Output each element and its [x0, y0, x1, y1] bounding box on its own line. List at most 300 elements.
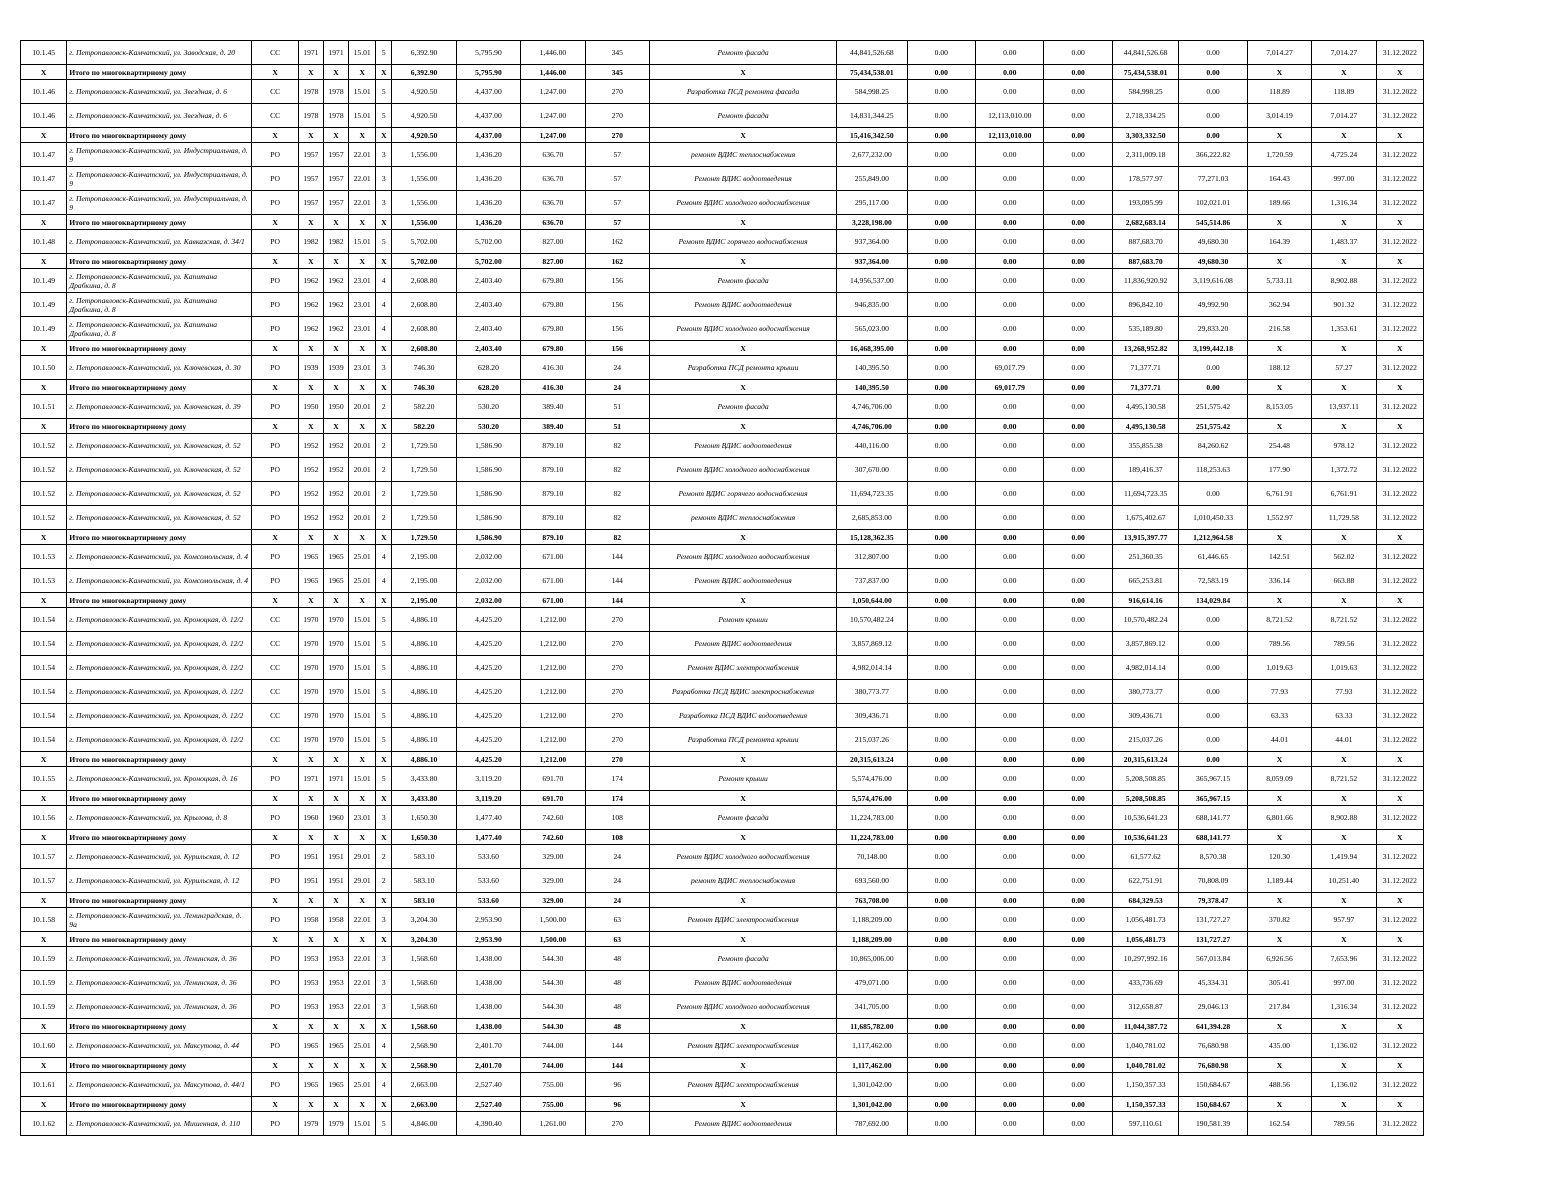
residential-area-cell: 544.30 — [521, 947, 585, 971]
table-row — [21, 680, 1424, 704]
living-area-cell: 1,586.90 — [456, 506, 520, 530]
budget-amount-cell: 0.00 — [976, 1019, 1044, 1034]
commissioning-year-cell: 1953 — [298, 947, 323, 971]
commissioning-year-cell: 1978 — [298, 80, 323, 104]
living-area-cell: 1,436.20 — [456, 191, 520, 215]
work-type-cell: X — [649, 830, 836, 845]
table-row — [21, 656, 1424, 680]
ownership-type-cell: РО — [252, 191, 298, 215]
row-number-cell: X — [21, 593, 67, 608]
floors-cell: X — [376, 380, 392, 395]
completion-date-cell: 31.12.2022 — [1376, 845, 1423, 869]
completion-date-cell: X — [1376, 128, 1423, 143]
floors-cell: 5 — [376, 80, 392, 104]
wear-date-cell: 23.01 — [349, 269, 376, 293]
owner-funds-cell: 380,773.77 — [1112, 680, 1178, 704]
max-unit-cost-cell: 789.56 — [1312, 632, 1376, 656]
completion-date-cell: 31.12.2022 — [1376, 191, 1423, 215]
floors-cell: 3 — [376, 995, 392, 1019]
row-number-cell: 10.1.54 — [21, 656, 67, 680]
residents-count-cell: 162 — [585, 230, 649, 254]
address-cell: г. Петропавловск-Камчатский, ул. Кавказская, д. 34/1 — [67, 230, 252, 254]
row-number-cell: X — [21, 1058, 67, 1073]
wear-date-cell: X — [349, 593, 376, 608]
total-area-cell: 582.20 — [392, 395, 456, 419]
other-funds-cell: 0.00 — [1179, 356, 1247, 380]
ownership-type-cell: X — [252, 254, 298, 269]
budget-amount-cell: 0.00 — [976, 143, 1044, 167]
owner-funds-cell: 5,208,508.85 — [1112, 767, 1178, 791]
total-row — [21, 1058, 1424, 1073]
max-unit-cost-cell: 63.33 — [1312, 704, 1376, 728]
completion-year-cell: X — [323, 380, 348, 395]
total-area-cell: 1,568.60 — [392, 971, 456, 995]
wear-date-cell: 22.01 — [349, 167, 376, 191]
other-funds-cell: 79,378.47 — [1179, 893, 1247, 908]
max-unit-cost-cell: X — [1312, 593, 1376, 608]
wear-date-cell: X — [349, 215, 376, 230]
total-cost-cell: 5,574,476.00 — [837, 791, 907, 806]
capital-repair-register-table — [20, 40, 1424, 1136]
max-unit-cost-cell: 1,353.61 — [1312, 317, 1376, 341]
ownership-type-cell: РО — [252, 395, 298, 419]
municipal-amount-cell: 0.00 — [1044, 506, 1112, 530]
fund-amount-cell: 0.00 — [907, 167, 975, 191]
completion-year-cell: X — [323, 254, 348, 269]
ownership-type-cell: РО — [252, 167, 298, 191]
address-cell: г. Петропавловск-Камчатский, ул. Курильская, д. 12 — [67, 845, 252, 869]
owner-funds-cell: 916,614.16 — [1112, 593, 1178, 608]
other-funds-cell: 365,967.15 — [1179, 767, 1247, 791]
commissioning-year-cell: 1970 — [298, 632, 323, 656]
ownership-type-cell: РО — [252, 869, 298, 893]
wear-date-cell: X — [349, 341, 376, 356]
table-row — [21, 356, 1424, 380]
municipal-amount-cell: 0.00 — [1044, 65, 1112, 80]
municipal-amount-cell: 0.00 — [1044, 971, 1112, 995]
ownership-type-cell: РО — [252, 269, 298, 293]
row-number-cell: 10.1.55 — [21, 767, 67, 791]
unit-cost-cell: 164.39 — [1247, 230, 1311, 254]
floors-cell: 5 — [376, 608, 392, 632]
wear-date-cell: 22.01 — [349, 971, 376, 995]
floors-cell: 4 — [376, 545, 392, 569]
commissioning-year-cell: X — [298, 752, 323, 767]
completion-date-cell: 31.12.2022 — [1376, 608, 1423, 632]
wear-date-cell: 15.01 — [349, 656, 376, 680]
fund-amount-cell: 0.00 — [907, 1019, 975, 1034]
max-unit-cost-cell: X — [1312, 752, 1376, 767]
other-funds-cell: 29,833.20 — [1179, 317, 1247, 341]
other-funds-cell: 0.00 — [1179, 80, 1247, 104]
max-unit-cost-cell: 1,316.34 — [1312, 995, 1376, 1019]
completion-year-cell: 1965 — [323, 1034, 348, 1058]
row-number-cell: 10.1.54 — [21, 680, 67, 704]
total-area-cell: 4,846.00 — [392, 1112, 456, 1136]
max-unit-cost-cell: 7,014.27 — [1312, 104, 1376, 128]
table-row — [21, 269, 1424, 293]
total-cost-cell: 937,364.00 — [837, 254, 907, 269]
municipal-amount-cell: 0.00 — [1044, 80, 1112, 104]
table-row — [21, 317, 1424, 341]
completion-date-cell: X — [1376, 893, 1423, 908]
completion-year-cell: 1952 — [323, 434, 348, 458]
total-area-cell: 4,920.50 — [392, 104, 456, 128]
ownership-type-cell: X — [252, 1058, 298, 1073]
budget-amount-cell: 12,113,010.00 — [976, 128, 1044, 143]
total-cost-cell: 44,841,526.68 — [837, 41, 907, 65]
total-area-cell: 583.10 — [392, 869, 456, 893]
commissioning-year-cell: 1952 — [298, 482, 323, 506]
residential-area-cell: 416.30 — [521, 380, 585, 395]
total-cost-cell: 14,831,344.25 — [837, 104, 907, 128]
living-area-cell: 2,032.00 — [456, 593, 520, 608]
max-unit-cost-cell: X — [1312, 419, 1376, 434]
commissioning-year-cell: 1970 — [298, 656, 323, 680]
completion-date-cell: 31.12.2022 — [1376, 908, 1423, 932]
budget-amount-cell: 0.00 — [976, 608, 1044, 632]
residents-count-cell: 48 — [585, 947, 649, 971]
completion-date-cell: 31.12.2022 — [1376, 971, 1423, 995]
residents-count-cell: 24 — [585, 356, 649, 380]
address-cell: г. Петропавловск-Камчатский, ул. Максутова, д. 44 — [67, 1034, 252, 1058]
completion-date-cell: 31.12.2022 — [1376, 80, 1423, 104]
completion-date-cell: 31.12.2022 — [1376, 704, 1423, 728]
total-cost-cell: 4,982,014.14 — [837, 656, 907, 680]
row-number-cell: 10.1.58 — [21, 908, 67, 932]
owner-funds-cell: 309,436.71 — [1112, 704, 1178, 728]
fund-amount-cell: 0.00 — [907, 458, 975, 482]
address-cell: г. Петропавловск-Камчатский, ул. Ключевская, д. 52 — [67, 434, 252, 458]
living-area-cell: 2,403.40 — [456, 341, 520, 356]
commissioning-year-cell: 1965 — [298, 1034, 323, 1058]
budget-amount-cell: 0.00 — [976, 419, 1044, 434]
other-funds-cell: 134,029.84 — [1179, 593, 1247, 608]
budget-amount-cell: 69,017.79 — [976, 356, 1044, 380]
residential-area-cell: 636.70 — [521, 215, 585, 230]
total-area-cell: 583.10 — [392, 893, 456, 908]
total-cost-cell: 3,228,198.00 — [837, 215, 907, 230]
owner-funds-cell: 684,329.53 — [1112, 893, 1178, 908]
wear-date-cell: 15.01 — [349, 704, 376, 728]
row-number-cell: 10.1.47 — [21, 167, 67, 191]
municipal-amount-cell: 0.00 — [1044, 143, 1112, 167]
residents-count-cell: 57 — [585, 143, 649, 167]
completion-date-cell: 31.12.2022 — [1376, 356, 1423, 380]
unit-cost-cell: 162.54 — [1247, 1112, 1311, 1136]
address-cell: г. Петропавловск-Камчатский, ул. Ключевская, д. 52 — [67, 482, 252, 506]
max-unit-cost-cell: X — [1312, 791, 1376, 806]
unit-cost-cell: X — [1247, 419, 1311, 434]
total-area-cell: 1,556.00 — [392, 143, 456, 167]
wear-date-cell: 23.01 — [349, 317, 376, 341]
completion-date-cell: X — [1376, 1019, 1423, 1034]
work-type-cell: Ремонт ВДИС водоотведения — [649, 569, 836, 593]
wear-date-cell: 15.01 — [349, 680, 376, 704]
ownership-type-cell: X — [252, 341, 298, 356]
wear-date-cell: 15.01 — [349, 80, 376, 104]
completion-date-cell: 31.12.2022 — [1376, 995, 1423, 1019]
max-unit-cost-cell: 901.32 — [1312, 293, 1376, 317]
fund-amount-cell: 0.00 — [907, 593, 975, 608]
municipal-amount-cell: 0.00 — [1044, 656, 1112, 680]
max-unit-cost-cell: X — [1312, 1097, 1376, 1112]
wear-date-cell: 29.01 — [349, 869, 376, 893]
completion-year-cell: 1951 — [323, 869, 348, 893]
fund-amount-cell: 0.00 — [907, 947, 975, 971]
row-number-cell: X — [21, 791, 67, 806]
unit-cost-cell: 217.84 — [1247, 995, 1311, 1019]
municipal-amount-cell: 0.00 — [1044, 806, 1112, 830]
ownership-type-cell: РО — [252, 845, 298, 869]
ownership-type-cell: X — [252, 530, 298, 545]
owner-funds-cell: 20,315,613.24 — [1112, 752, 1178, 767]
ownership-type-cell: РО — [252, 995, 298, 1019]
residents-count-cell: 82 — [585, 506, 649, 530]
residents-count-cell: 48 — [585, 995, 649, 1019]
owner-funds-cell: 535,189.80 — [1112, 317, 1178, 341]
max-unit-cost-cell: 997.00 — [1312, 167, 1376, 191]
residential-area-cell: 879.10 — [521, 506, 585, 530]
floors-cell: 2 — [376, 869, 392, 893]
owner-funds-cell: 44,841,526.68 — [1112, 41, 1178, 65]
total-row — [21, 341, 1424, 356]
completion-year-cell: 1952 — [323, 458, 348, 482]
commissioning-year-cell: X — [298, 419, 323, 434]
completion-date-cell: 31.12.2022 — [1376, 317, 1423, 341]
row-number-cell: 10.1.57 — [21, 845, 67, 869]
total-cost-cell: 11,224,783.00 — [837, 806, 907, 830]
total-row — [21, 65, 1424, 80]
ownership-type-cell: X — [252, 215, 298, 230]
completion-year-cell: 1965 — [323, 1073, 348, 1097]
ownership-type-cell: СС — [252, 728, 298, 752]
fund-amount-cell: 0.00 — [907, 254, 975, 269]
address-cell: Итого по многоквартирному дому — [67, 341, 252, 356]
unit-cost-cell: 120.30 — [1247, 845, 1311, 869]
residential-area-cell: 544.30 — [521, 971, 585, 995]
fund-amount-cell: 0.00 — [907, 317, 975, 341]
total-cost-cell: 763,708.00 — [837, 893, 907, 908]
living-area-cell: 4,437.00 — [456, 104, 520, 128]
fund-amount-cell: 0.00 — [907, 1034, 975, 1058]
max-unit-cost-cell: 1,419.94 — [1312, 845, 1376, 869]
fund-amount-cell: 0.00 — [907, 80, 975, 104]
completion-year-cell: 1970 — [323, 728, 348, 752]
commissioning-year-cell: 1970 — [298, 704, 323, 728]
living-area-cell: 628.20 — [456, 356, 520, 380]
residents-count-cell: 144 — [585, 1034, 649, 1058]
work-type-cell: Ремонт фасада — [649, 269, 836, 293]
completion-date-cell: 31.12.2022 — [1376, 458, 1423, 482]
residents-count-cell: 144 — [585, 569, 649, 593]
row-number-cell: X — [21, 419, 67, 434]
work-type-cell: Ремонт ВДИС водоотведения — [649, 434, 836, 458]
total-cost-cell: 1,188,209.00 — [837, 908, 907, 932]
fund-amount-cell: 0.00 — [907, 545, 975, 569]
fund-amount-cell: 0.00 — [907, 1097, 975, 1112]
residents-count-cell: 270 — [585, 728, 649, 752]
floors-cell: 5 — [376, 41, 392, 65]
address-cell: г. Петропавловск-Камчатский, ул. Ключевская, д. 30 — [67, 356, 252, 380]
owner-funds-cell: 1,040,781.02 — [1112, 1034, 1178, 1058]
max-unit-cost-cell: 789.56 — [1312, 1112, 1376, 1136]
living-area-cell: 533.60 — [456, 893, 520, 908]
wear-date-cell: X — [349, 932, 376, 947]
max-unit-cost-cell: 8,902.88 — [1312, 806, 1376, 830]
table-row — [21, 806, 1424, 830]
living-area-cell: 628.20 — [456, 380, 520, 395]
work-type-cell: X — [649, 1019, 836, 1034]
municipal-amount-cell: 0.00 — [1044, 1097, 1112, 1112]
total-row — [21, 752, 1424, 767]
table-row — [21, 908, 1424, 932]
floors-cell: 4 — [376, 569, 392, 593]
residents-count-cell: 270 — [585, 104, 649, 128]
work-type-cell: Разработка ПСД ВДИС водоотведения — [649, 704, 836, 728]
work-type-cell: Ремонт фасада — [649, 41, 836, 65]
budget-amount-cell: 0.00 — [976, 680, 1044, 704]
ownership-type-cell: X — [252, 65, 298, 80]
completion-year-cell: 1957 — [323, 143, 348, 167]
budget-amount-cell: 0.00 — [976, 254, 1044, 269]
total-area-cell: 6,392.90 — [392, 65, 456, 80]
owner-funds-cell: 10,536,641.23 — [1112, 806, 1178, 830]
fund-amount-cell: 0.00 — [907, 680, 975, 704]
wear-date-cell: 20.01 — [349, 434, 376, 458]
address-cell: Итого по многоквартирному дому — [67, 530, 252, 545]
ownership-type-cell: РО — [252, 971, 298, 995]
work-type-cell: Ремонт фасада — [649, 104, 836, 128]
budget-amount-cell: 0.00 — [976, 395, 1044, 419]
floors-cell: 2 — [376, 482, 392, 506]
fund-amount-cell: 0.00 — [907, 908, 975, 932]
residential-area-cell: 1,247.00 — [521, 104, 585, 128]
owner-funds-cell: 4,495,130.58 — [1112, 395, 1178, 419]
completion-date-cell: X — [1376, 254, 1423, 269]
max-unit-cost-cell: X — [1312, 380, 1376, 395]
residents-count-cell: 82 — [585, 482, 649, 506]
completion-date-cell: X — [1376, 419, 1423, 434]
commissioning-year-cell: X — [298, 791, 323, 806]
municipal-amount-cell: 0.00 — [1044, 1019, 1112, 1034]
max-unit-cost-cell: X — [1312, 215, 1376, 230]
commissioning-year-cell: 1978 — [298, 104, 323, 128]
total-cost-cell: 787,692.00 — [837, 1112, 907, 1136]
ownership-type-cell: X — [252, 830, 298, 845]
work-type-cell: Ремонт фасада — [649, 806, 836, 830]
total-cost-cell: 5,574,476.00 — [837, 767, 907, 791]
other-funds-cell: 0.00 — [1179, 104, 1247, 128]
commissioning-year-cell: X — [298, 893, 323, 908]
unit-cost-cell: X — [1247, 1019, 1311, 1034]
completion-date-cell: 31.12.2022 — [1376, 434, 1423, 458]
budget-amount-cell: 0.00 — [976, 593, 1044, 608]
living-area-cell: 1,438.00 — [456, 947, 520, 971]
other-funds-cell: 688,141.77 — [1179, 830, 1247, 845]
completion-year-cell: X — [323, 1058, 348, 1073]
work-type-cell: Ремонт фасада — [649, 947, 836, 971]
owner-funds-cell: 10,536,641.23 — [1112, 830, 1178, 845]
fund-amount-cell: 0.00 — [907, 143, 975, 167]
work-type-cell: Ремонт ВДИС электроснабжения — [649, 908, 836, 932]
other-funds-cell: 150,684.67 — [1179, 1073, 1247, 1097]
total-area-cell: 4,920.50 — [392, 128, 456, 143]
completion-date-cell: 31.12.2022 — [1376, 482, 1423, 506]
address-cell: г. Петропавловск-Камчатский, ул. Комсомольская, д. 4 — [67, 569, 252, 593]
total-cost-cell: 1,117,462.00 — [837, 1034, 907, 1058]
budget-amount-cell: 0.00 — [976, 434, 1044, 458]
commissioning-year-cell: X — [298, 65, 323, 80]
residents-count-cell: 82 — [585, 530, 649, 545]
row-number-cell: 10.1.61 — [21, 1073, 67, 1097]
work-type-cell: X — [649, 932, 836, 947]
fund-amount-cell: 0.00 — [907, 830, 975, 845]
living-area-cell: 2,403.40 — [456, 293, 520, 317]
other-funds-cell: 84,260.62 — [1179, 434, 1247, 458]
max-unit-cost-cell: 663.88 — [1312, 569, 1376, 593]
row-number-cell: 10.1.54 — [21, 728, 67, 752]
completion-date-cell: 31.12.2022 — [1376, 167, 1423, 191]
municipal-amount-cell: 0.00 — [1044, 791, 1112, 806]
residents-count-cell: 96 — [585, 1073, 649, 1097]
work-type-cell: ремонт ВДИС теплоснабжения — [649, 143, 836, 167]
max-unit-cost-cell: 562.02 — [1312, 545, 1376, 569]
completion-year-cell: X — [323, 830, 348, 845]
living-area-cell: 4,425.20 — [456, 632, 520, 656]
owner-funds-cell: 665,253.81 — [1112, 569, 1178, 593]
residential-area-cell: 879.10 — [521, 530, 585, 545]
commissioning-year-cell: X — [298, 254, 323, 269]
floors-cell: 5 — [376, 704, 392, 728]
total-area-cell: 1,556.00 — [392, 167, 456, 191]
ownership-type-cell: РО — [252, 506, 298, 530]
address-cell: Итого по многоквартирному дому — [67, 791, 252, 806]
completion-date-cell: 31.12.2022 — [1376, 269, 1423, 293]
total-cost-cell: 584,998.25 — [837, 80, 907, 104]
municipal-amount-cell: 0.00 — [1044, 680, 1112, 704]
living-area-cell: 4,425.20 — [456, 752, 520, 767]
ownership-type-cell: РО — [252, 767, 298, 791]
owner-funds-cell: 189,416.37 — [1112, 458, 1178, 482]
living-area-cell: 1,477.40 — [456, 806, 520, 830]
row-number-cell: X — [21, 215, 67, 230]
other-funds-cell: 49,992.90 — [1179, 293, 1247, 317]
table-row — [21, 104, 1424, 128]
completion-year-cell: 1950 — [323, 395, 348, 419]
residents-count-cell: 24 — [585, 869, 649, 893]
total-area-cell: 3,204.30 — [392, 932, 456, 947]
municipal-amount-cell: 0.00 — [1044, 458, 1112, 482]
residents-count-cell: 174 — [585, 791, 649, 806]
living-area-cell: 2,403.40 — [456, 269, 520, 293]
unit-cost-cell: 1,189.44 — [1247, 869, 1311, 893]
total-area-cell: 1,729.50 — [392, 434, 456, 458]
floors-cell: 3 — [376, 947, 392, 971]
row-number-cell: X — [21, 128, 67, 143]
budget-amount-cell: 0.00 — [976, 569, 1044, 593]
work-type-cell: X — [649, 593, 836, 608]
unit-cost-cell: 254.48 — [1247, 434, 1311, 458]
table-row — [21, 395, 1424, 419]
commissioning-year-cell: X — [298, 1019, 323, 1034]
total-cost-cell: 11,224,783.00 — [837, 830, 907, 845]
total-cost-cell: 1,301,042.00 — [837, 1097, 907, 1112]
floors-cell: 4 — [376, 269, 392, 293]
residents-count-cell: 24 — [585, 893, 649, 908]
floors-cell: 2 — [376, 458, 392, 482]
fund-amount-cell: 0.00 — [907, 569, 975, 593]
